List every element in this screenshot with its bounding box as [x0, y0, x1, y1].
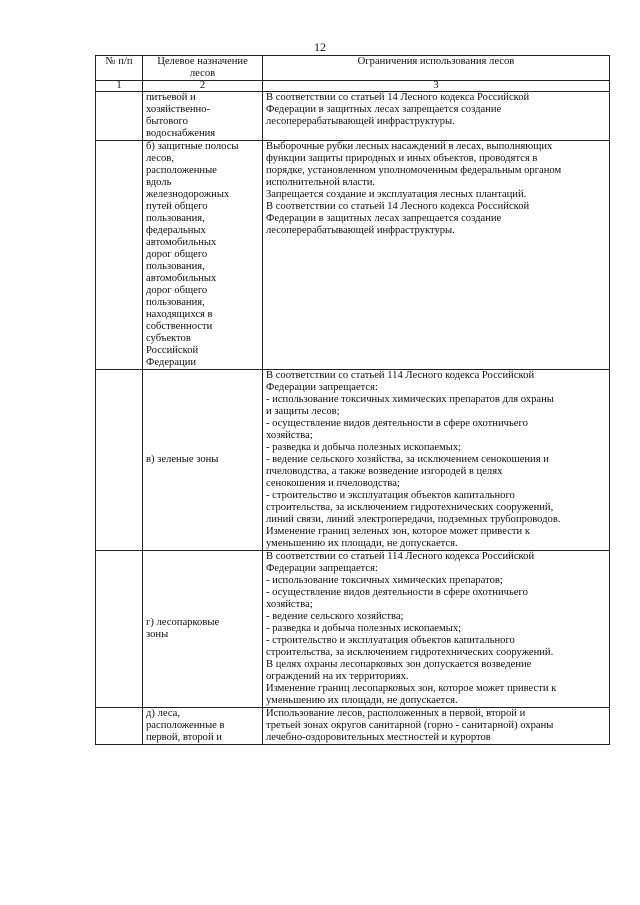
restriction-line: строительства, за исключением гидротехнических сооружений. [266, 647, 554, 658]
purpose-line: дорог общего [146, 285, 208, 296]
restriction-line: функции защиты природных и иных объектов, проводятся в [266, 153, 538, 164]
restriction-line: Использование лесов, расположенных в первой, второй и [266, 708, 526, 719]
purpose-line: д) леса, [146, 708, 181, 719]
purpose-line: первой, второй и [146, 732, 222, 743]
table-row [96, 551, 610, 708]
restriction-line: - разведка и добыча полезных ископаемых; [266, 442, 462, 453]
restrictions-cell [263, 92, 610, 141]
purpose-line: дорог общего [146, 249, 208, 260]
purpose-cell [143, 141, 263, 370]
restriction-line: Запрещается создание и эксплуатация лесных плантаций. [266, 189, 527, 200]
restrictions-cell [263, 551, 610, 708]
purpose-line: автомобильных [146, 273, 217, 284]
restriction-line: порядке, установленном уполномоченным федеральным органом [266, 165, 562, 176]
restriction-line: Федерации в защитных лесах запрещается создание [266, 213, 502, 224]
restriction-line: Федерации запрещается: [266, 382, 378, 393]
table-header-row [96, 56, 610, 81]
purpose-line: вдоль [146, 177, 172, 188]
purpose-line: путей общего [146, 201, 208, 212]
column-number: 1 [96, 81, 143, 92]
column-number: 2 [143, 81, 263, 92]
restriction-line: хозяйства; [266, 430, 313, 441]
restriction-line: линий связи, линий электропередачи, подземных трубопроводов. [266, 514, 561, 525]
purpose-line: хозяйственно- [146, 104, 211, 115]
restriction-line: ограждений на их территориях. [266, 671, 409, 682]
purpose-line: пользования, [146, 297, 205, 308]
restriction-line: - использование токсичных химических препаратов для охраны [266, 394, 554, 405]
restriction-line: сенокошения и пчеловодства; [266, 478, 400, 489]
restriction-line: пчеловодства, а также возведение изгородей в целях [266, 466, 503, 477]
header-purpose: Целевое назначение лесов [143, 56, 263, 81]
purpose-line: Федерации [146, 357, 197, 368]
restriction-line: строительства, за исключением гидротехнических сооружений, [266, 502, 554, 513]
restriction-line: лесоперерабатывающей инфраструктуры. [266, 116, 455, 127]
restriction-line: - осуществление видов деятельности в сфере охотничьего [266, 587, 528, 598]
restriction-line: Федерации запрещается: [266, 563, 378, 574]
purpose-line: собственности [146, 321, 213, 332]
header-restrictions: Ограничения использования лесов [263, 56, 610, 81]
table-row [96, 92, 610, 141]
purpose-line: б) защитные полосы [146, 141, 239, 152]
purpose-line: федеральных [146, 225, 206, 236]
restriction-line: Выборочные рубки лесных насаждений в лесах, выполняющих [266, 141, 553, 152]
restrictions-cell [263, 708, 610, 745]
row-number-cell [96, 141, 143, 370]
purpose-line: находящихся в [146, 309, 213, 320]
restriction-line: Федерации в защитных лесах запрещается создание [266, 104, 502, 115]
restriction-line: - ведение сельского хозяйства; [266, 611, 404, 622]
header-number: № п/п [96, 56, 143, 81]
restriction-line: третьей зонах округов санитарной (горно - санитарной) охраны [266, 720, 554, 731]
purpose-line: железнодорожных [146, 189, 230, 200]
purpose-line: субъектов [146, 333, 191, 344]
table-row [96, 141, 610, 370]
restriction-line: В целях охраны лесопарковых зон допускается возведение [266, 659, 532, 670]
row-number-cell [96, 551, 143, 708]
purpose-line: зоны [146, 629, 169, 640]
purpose-line: расположенные [146, 165, 217, 176]
restriction-line: В соответствии со статьей 114 Лесного кодекса Российской [266, 370, 535, 381]
purpose-cell [143, 708, 263, 745]
table-row [96, 708, 610, 745]
purpose-line: питьевой и [146, 92, 196, 103]
restriction-line: исполнительной власти. [266, 177, 376, 188]
restriction-line: - строительство и эксплуатация объектов капитального [266, 490, 515, 501]
restriction-line: уменьшению их площади, не допускается. [266, 695, 458, 706]
purpose-line: расположенные в [146, 720, 225, 731]
restriction-line: и защиты лесов; [266, 406, 340, 417]
purpose-line: бытового [146, 116, 188, 127]
page-number: 12 [314, 40, 326, 54]
column-number-row [96, 81, 610, 92]
restriction-line: лесоперерабатывающей инфраструктуры. [266, 225, 455, 236]
purpose-line: Российской [146, 345, 199, 356]
restrictions-table [95, 55, 610, 745]
restriction-line: Изменение границ зеленых зон, которое может привести к [266, 526, 531, 537]
purpose-cell [143, 92, 263, 141]
restriction-line: хозяйства; [266, 599, 313, 610]
restriction-line: - разведка и добыча полезных ископаемых; [266, 623, 462, 634]
purpose-line: автомобильных [146, 237, 217, 248]
purpose-line: водоснабжения [146, 128, 216, 139]
purpose-line: пользования, [146, 261, 205, 272]
restrictions-cell [263, 141, 610, 370]
table-row [96, 370, 610, 551]
restriction-line: - ведение сельского хозяйства, за исключением сенокошения и [266, 454, 549, 465]
restrictions-cell [263, 370, 610, 551]
column-number: 3 [263, 81, 610, 92]
row-number-cell [96, 708, 143, 745]
purpose-cell [143, 551, 263, 708]
restriction-line: уменьшению их площади, не допускается. [266, 538, 458, 549]
restriction-line: лечебно-оздоровительных местностей и курортов [266, 732, 491, 743]
restriction-line: Изменение границ лесопарковых зон, которое может привести к [266, 683, 557, 694]
purpose-line: г) лесопарковые [146, 617, 220, 628]
purpose-line: пользования, [146, 213, 205, 224]
purpose-line: в) зеленые зоны [146, 454, 219, 465]
purpose-line: лесов, [146, 153, 174, 164]
purpose-cell [143, 370, 263, 551]
row-number-cell [96, 92, 143, 141]
row-number-cell [96, 370, 143, 551]
restriction-line: - использование токсичных химических препаратов; [266, 575, 503, 586]
restriction-line: - осуществление видов деятельности в сфере охотничьего [266, 418, 528, 429]
restriction-line: В соответствии со статьей 114 Лесного кодекса Российской [266, 551, 535, 562]
restriction-line: В соответствии со статьей 14 Лесного кодекса Российской [266, 201, 530, 212]
restriction-line: - строительство и эксплуатация объектов капитального [266, 635, 515, 646]
restriction-line: В соответствии со статьей 14 Лесного кодекса Российской [266, 92, 530, 103]
